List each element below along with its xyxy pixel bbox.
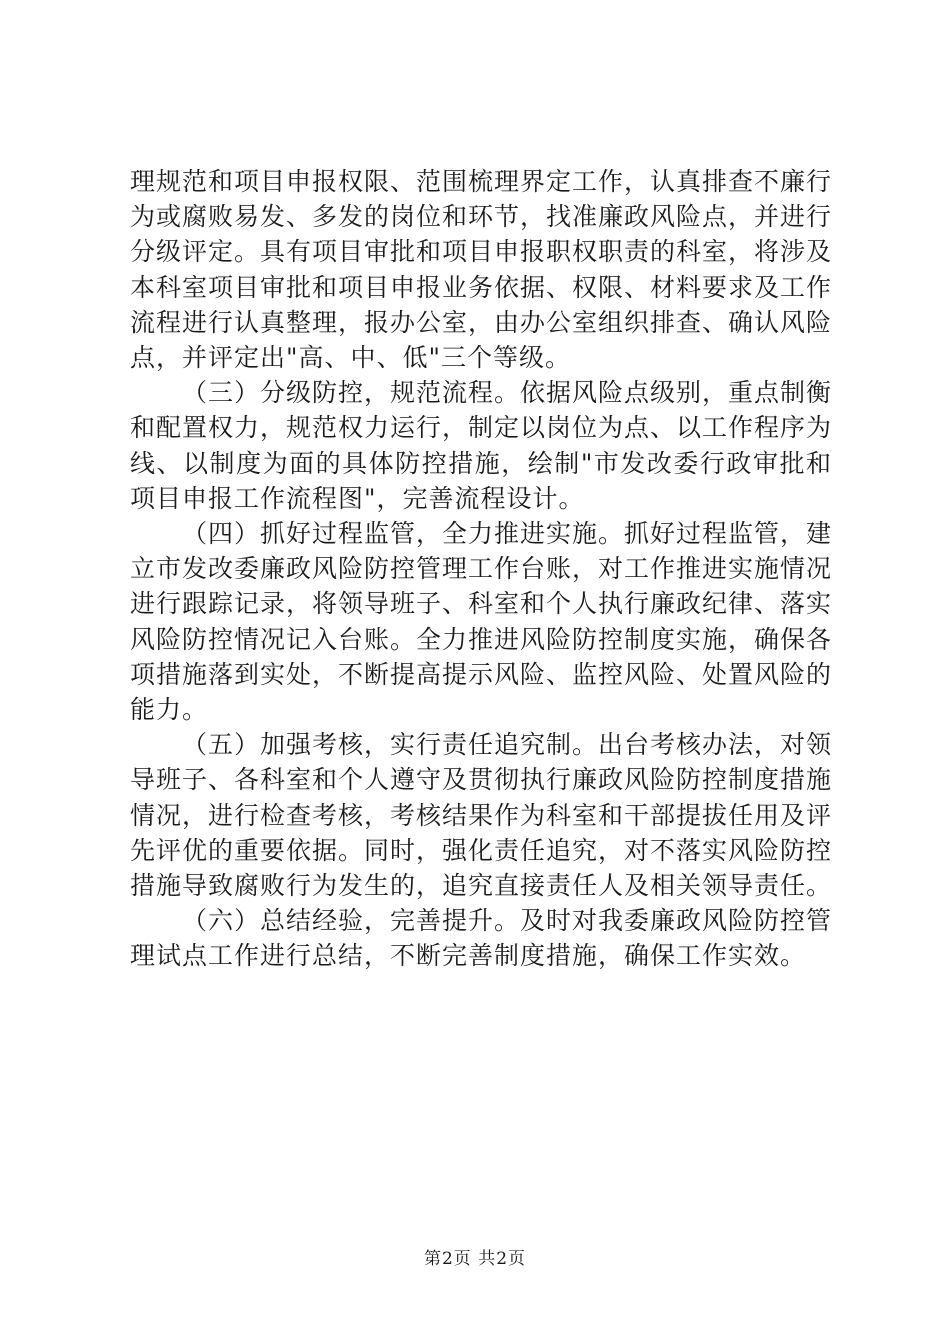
paragraph-section-3: （三）分级防控，规范流程。依据风险点级别，重点制衡和配置权力，规范权力运行，制定以岗位为点、以工作程序为线、以制度为面的具体防控措施，绘制"市发改委行政审批和项目申报工作流程图"，完善流程设计。 (130, 378, 833, 513)
paragraph-section-6: （六）总结经验，完善提升。及时对我委廉政风险防控管理试点工作进行总结，不断完善制度措施，确保工作实效。 (130, 906, 833, 971)
paragraph-section-5: （五）加强考核，实行责任追究制。出台考核办法，对领导班子、各科室和个人遵守及贯彻执行廉政风险防控制度措施情况，进行检查考核，考核结果作为科室和干部提拔任用及评先评优的重要依据。同时，强化责任追究，对不落实风险防控措施导致腐败行为发生的，追究直接责任人及相关领导责任。 (130, 730, 833, 901)
document-body (130, 164, 832, 974)
page-footer: 第2页 共2页 (423, 1249, 527, 1269)
paragraph-section-4: （四）抓好过程监管，全力推进实施。抓好过程监管，建立市发改委廉政风险防控管理工作台账，对工作推进实施情况进行跟踪记录，将领导班子、科室和个人执行廉政纪律、落实风险防控情况记入台账。全力推进风险防控制度实施，确保各项措施落到实处，不断提高提示风险、监控风险、处置风险的能力。 (130, 519, 833, 725)
paragraph-continued: 理规范和项目申报权限、范围梳理界定工作，认真排查不廉行为或腐败易发、多发的岗位和环节，找准廉政风险点，并进行分级评定。具有项目审批和项目申报职权职责的科室，将涉及本科室项目审批和项目申报业务依据、权限、材料要求及工作流程进行认真整理，报办公室，由办公室组织排查、确认风险点，并评定出"高、中、低"三个等级。 (130, 167, 833, 373)
